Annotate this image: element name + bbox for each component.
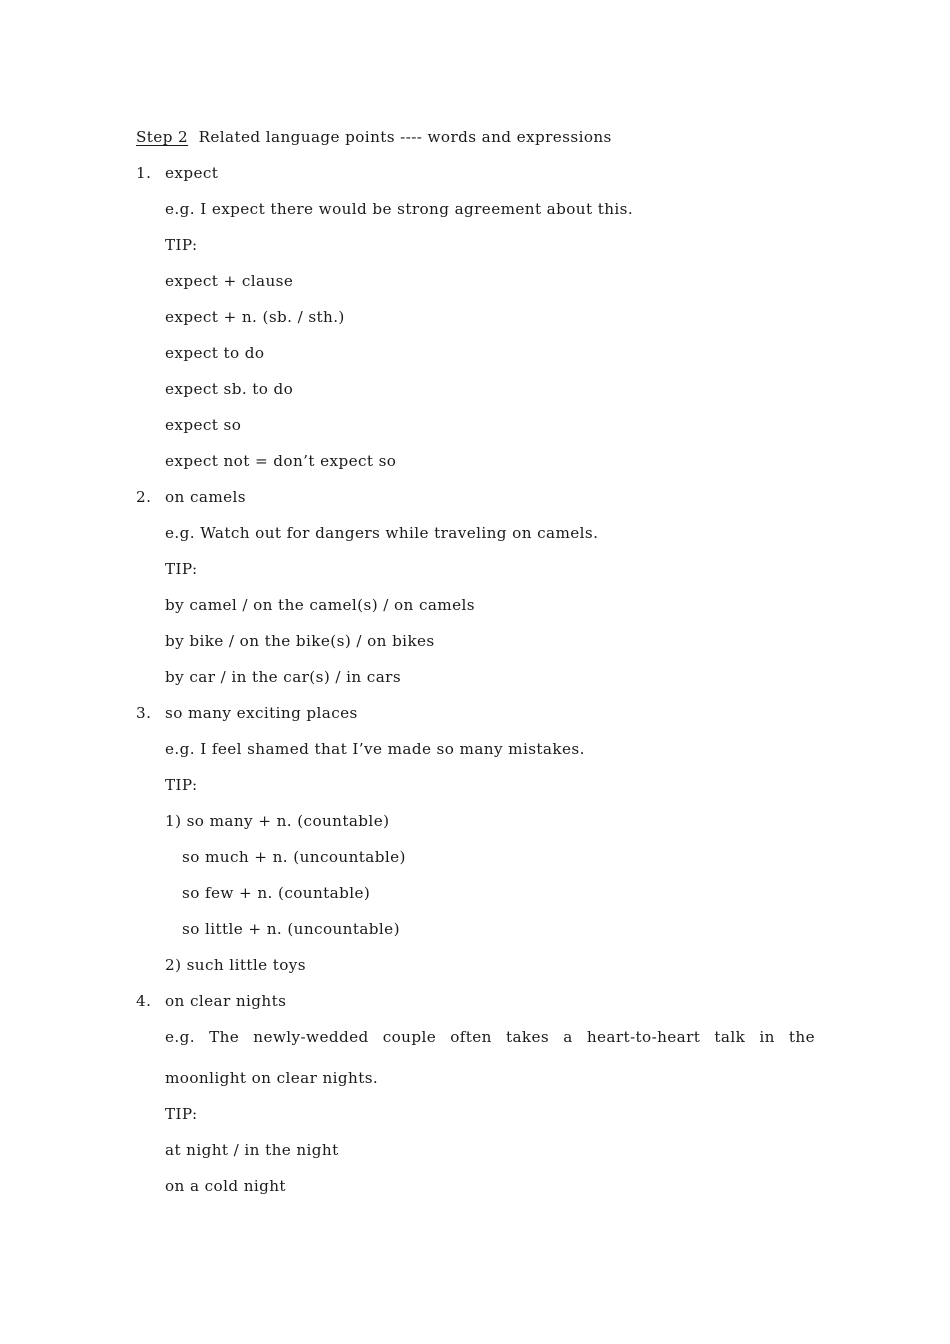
tip-line: so few + n. (countable) (182, 884, 371, 902)
example-sentence: e.g. Watch out for dangers while traveling on camels. (165, 524, 599, 542)
item-term: on camels (165, 488, 246, 506)
example-sentence: e.g. The newly-wedded couple often takes a heart-to-heart talk in the (165, 1028, 815, 1046)
item-term: so many exciting places (165, 704, 358, 722)
tip-line: expect + n. (sb. / sth.) (165, 308, 345, 326)
example-sentence: e.g. I expect there would be strong agreement about this. (165, 200, 634, 218)
item-number: 2. (136, 488, 152, 506)
tip-line: expect to do (165, 344, 265, 362)
tip-label: TIP: (165, 560, 198, 578)
tip-label: TIP: (165, 776, 198, 794)
tip-line: expect sb. to do (165, 380, 294, 398)
example-sentence-continued: moonlight on clear nights. (165, 1069, 379, 1087)
tip-line: by bike / on the bike(s) / on bikes (165, 632, 435, 650)
item-number: 3. (136, 704, 152, 722)
tip-line: so much + n. (uncountable) (182, 848, 406, 866)
tip-label: TIP: (165, 236, 198, 254)
tip-line: on a cold night (165, 1177, 286, 1195)
section-heading (136, 127, 612, 147)
item-term: on clear nights (165, 992, 287, 1010)
section-title: Related language points ---- words and expressions (198, 128, 612, 146)
example-sentence: e.g. I feel shamed that I’ve made so many mistakes. (165, 740, 585, 758)
tip-line: expect + clause (165, 272, 294, 290)
tip-label: TIP: (165, 1105, 198, 1123)
item-term: expect (165, 164, 219, 182)
tip-line: 2) such little toys (165, 956, 306, 974)
item-number: 1. (136, 164, 152, 182)
step-label: Step 2 (136, 128, 189, 146)
tip-line: expect not = don’t expect so (165, 452, 397, 470)
tip-line: at night / in the night (165, 1141, 339, 1159)
tip-line: expect so (165, 416, 242, 434)
tip-line: by car / in the car(s) / in cars (165, 668, 402, 686)
item-number: 4. (136, 992, 152, 1010)
tip-line: by camel / on the camel(s) / on camels (165, 596, 475, 614)
tip-line: 1) so many + n. (countable) (165, 812, 390, 830)
tip-line: so little + n. (uncountable) (182, 920, 400, 938)
